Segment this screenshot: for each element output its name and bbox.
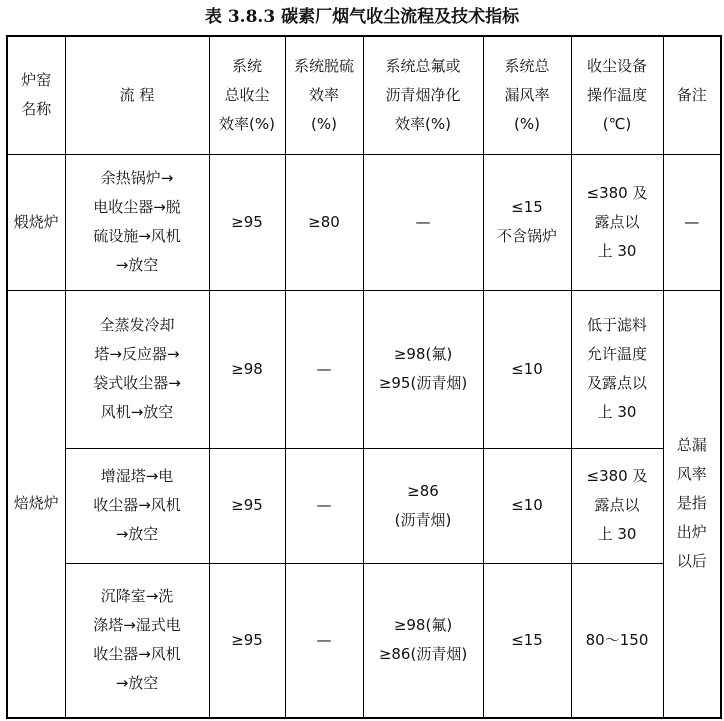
dust-efficiency-cell: ≥98 [209, 290, 285, 448]
process-cell: 沉降室→洗 涤塔→湿式电 收尘器→风机 →放空 [65, 563, 209, 718]
kiln-name-cell: 煅烧炉 [7, 154, 65, 290]
leak-rate-cell: ≤10 [483, 290, 571, 448]
operating-temp-cell: ≤380 及 露点以 上 30 [571, 448, 663, 563]
operating-temp-cell: ≤380 及 露点以 上 30 [571, 154, 663, 290]
purification-cell: ≥98(氟) ≥95(沥青烟) [363, 290, 483, 448]
purification-cell: ≥86 (沥青烟) [363, 448, 483, 563]
desulfurization-cell: ≥80 [285, 154, 363, 290]
process-cell: 增湿塔→电 收尘器→风机 →放空 [65, 448, 209, 563]
purification-cell: — [363, 154, 483, 290]
table-row [7, 448, 721, 563]
header-operating-temp: 收尘设备 操作温度 (℃) [571, 36, 663, 154]
dust-efficiency-cell: ≥95 [209, 563, 285, 718]
operating-temp-cell: 80～150 [571, 563, 663, 718]
header-leak-rate: 系统总 漏风率 (%) [483, 36, 571, 154]
remarks-cell: 总漏 风率 是指 出炉 以后 [663, 290, 721, 718]
dust-efficiency-cell: ≥95 [209, 448, 285, 563]
leak-rate-cell: ≤10 [483, 448, 571, 563]
desulfurization-cell: — [285, 448, 363, 563]
header-desulfurization: 系统脱硫 效率 (%) [285, 36, 363, 154]
header-kiln-name: 炉窑 名称 [7, 36, 65, 154]
process-cell: 余热锅炉→ 电收尘器→脱 硫设施→风机 →放空 [65, 154, 209, 290]
remarks-cell: — [663, 154, 721, 290]
spec-table [6, 35, 722, 719]
header-dust-efficiency: 系统 总收尘 效率(%) [209, 36, 285, 154]
header-purification: 系统总氟或 沥青烟净化 效率(%) [363, 36, 483, 154]
header-row [7, 36, 721, 154]
operating-temp-cell: 低于滤料 允许温度 及露点以 上 30 [571, 290, 663, 448]
kiln-name-cell: 焙烧炉 [7, 290, 65, 718]
table-caption: 表 3.8.3 碳素厂烟气收尘流程及技术指标 [204, 7, 520, 27]
leak-rate-cell: ≤15 [483, 563, 571, 718]
dust-efficiency-cell: ≥95 [209, 154, 285, 290]
table-row [7, 290, 721, 448]
desulfurization-cell: — [285, 290, 363, 448]
desulfurization-cell: — [285, 563, 363, 718]
header-process: 流 程 [65, 36, 209, 154]
table-row [7, 563, 721, 718]
header-remarks: 备注 [663, 36, 721, 154]
table-row [7, 154, 721, 290]
process-cell: 全蒸发冷却 塔→反应器→ 袋式收尘器→ 风机→放空 [65, 290, 209, 448]
purification-cell: ≥98(氟) ≥86(沥青烟) [363, 563, 483, 718]
leak-rate-cell: ≤15 不含锅炉 [483, 154, 571, 290]
